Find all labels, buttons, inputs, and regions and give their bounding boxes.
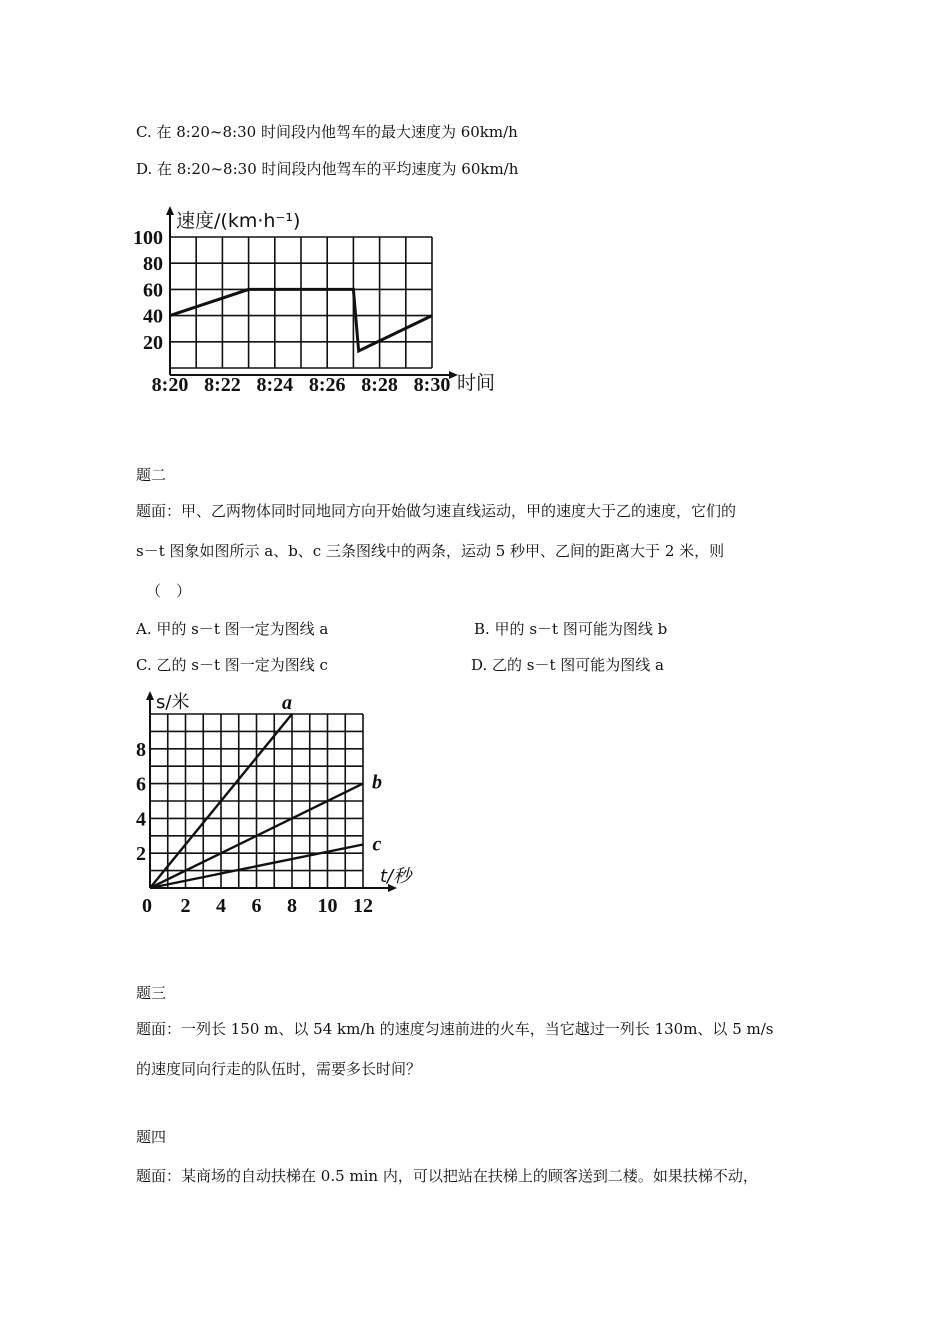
chart2-series-label-c: c [372, 833, 382, 856]
chart1-y-tick-label: 80 [143, 253, 163, 276]
chart1-x-tick-label: 8:20 [151, 374, 189, 396]
chart2-y-axis-label: s/米 [156, 692, 190, 713]
chart2-x-tick-label: 12 [353, 895, 373, 917]
chart2-x-tick-label: 8 [287, 895, 297, 917]
q2-option-a: A. 甲的 s－t 图一定为图线 a [136, 620, 329, 638]
chart2-y-tick-labels [136, 739, 146, 865]
chart1-y-tick-label: 100 [133, 227, 163, 249]
chart2-x-tick-labels [142, 895, 373, 917]
chart2-x-tick-label: 10 [317, 895, 338, 917]
q2-heading: 题二 [136, 466, 167, 484]
chart1-y-axis-label: 速度/(km·h⁻¹) [176, 210, 301, 232]
chart1-y-tick-label: 20 [143, 331, 163, 354]
chart2-series-label-b: b [372, 771, 382, 794]
q2-stem-line1: 题面：甲、乙两物体同时同地同方向开始做匀速直线运动，甲的速度大于乙的速度，它们的 [136, 502, 737, 520]
chart2-axes [146, 691, 397, 892]
chart2-y-tick-label: 2 [136, 843, 146, 866]
q1-option-d: D. 在 8:20~8:30 时间段内他驾车的平均速度为 60km/h [136, 160, 519, 178]
chart1-x-tick-label: 8:26 [308, 374, 346, 396]
chart2-x-tick-label: 2 [180, 895, 191, 917]
q2-option-b: B. 甲的 s－t 图可能为图线 b [474, 620, 668, 638]
chart2-series-label-a: a [282, 692, 292, 714]
chart1-x-tick-label: 8:28 [361, 374, 398, 396]
q4-stem-line1: 题面：某商场的自动扶梯在 0.5 min 内，可以把站在扶梯上的顾客送到二楼。如果扶梯不动， [136, 1167, 758, 1185]
chart1-x-tick-label: 8:24 [256, 374, 294, 396]
q1-option-c: C. 在 8:20~8:30 时间段内他驾车的最大速度为 60km/h [136, 123, 518, 141]
chart1-x-axis-label: 时间 [457, 372, 496, 394]
chart2-x-tick-label: 4 [216, 895, 226, 917]
q3-heading: 题三 [136, 984, 167, 1002]
q2-stem-line3: （ ） [146, 582, 192, 600]
q3-stem-line2: 的速度同向行走的队伍时，需要多长时间？ [136, 1060, 422, 1078]
chart2-x-tick-label: 0 [142, 895, 152, 917]
chart1-y-arrow [166, 206, 174, 215]
chart2-y-tick-label: 6 [136, 773, 146, 796]
chart2-grid [150, 714, 363, 888]
chart1-y-tick-label: 60 [143, 279, 163, 302]
chart2-x-tick-label: 6 [251, 895, 262, 917]
q4-heading: 题四 [136, 1128, 167, 1146]
q2-option-c: C. 乙的 s－t 图一定为图线 c [136, 656, 328, 674]
chart2-y-tick-label: 4 [136, 808, 146, 831]
chart1-y-tick-label: 40 [143, 305, 163, 328]
chart2-y-arrow [146, 691, 154, 700]
chart1-y-tick-labels [133, 227, 163, 354]
distance-time-chart [130, 690, 420, 920]
chart1-x-tick-labels [152, 374, 451, 396]
chart1-x-tick-label: 8:30 [413, 374, 451, 396]
q2-stem-line2: s－t 图象如图所示 a、b、c 三条图线中的两条，运动 5 秒甲、乙间的距离大于 2 米，则 [136, 542, 725, 560]
chart2-y-tick-label: 8 [136, 738, 146, 761]
chart1-x-tick-label: 8:22 [204, 374, 241, 396]
chart2-x-axis-label: t/秒 [380, 866, 412, 887]
speed-time-chart [135, 205, 495, 405]
q2-option-d: D. 乙的 s－t 图可能为图线 a [471, 656, 665, 674]
q3-stem-line1: 题面：一列长 150 m、以 54 km/h 的速度匀速前进的火车，当它越过一列长 130m、以 5 m/s [136, 1020, 774, 1038]
